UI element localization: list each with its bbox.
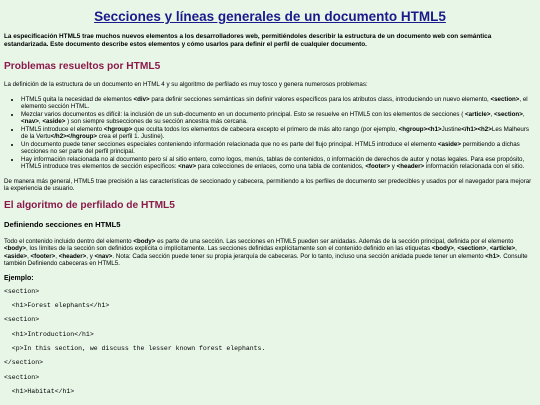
section-heading-problems: Problemas resueltos por HTML5 bbox=[4, 61, 161, 72]
subheading-defining-sections: Definiendo secciones en HTML5 bbox=[4, 219, 121, 229]
page-title-link[interactable]: Secciones y líneas generales de un documento HTML5 bbox=[94, 9, 446, 24]
list-item: • HTML5 quita la necesidad de elementos <div> para definir secciones semánticas sin definir valores específicos para los atributos class, introduciendo un nuevo elemento, <section>, el elemento sección HTML. bbox=[21, 96, 536, 111]
inline-code: <hgroup> bbox=[103, 125, 133, 133]
list-item: • Mezclar varios documentos es difícil: la inclusión de un sub-documento en un documento principal. Esto se resuelve en HTML5 con los elementos de secciones ( <article>, <section>, <nav>, <aside> ) son siempre subsecciones de su sección ancestra más cercana. bbox=[21, 111, 536, 126]
inline-code: <aside> bbox=[4, 252, 28, 260]
inline-code: <body> bbox=[431, 245, 454, 252]
code-line: <section> bbox=[4, 287, 40, 295]
inline-code: <body> bbox=[133, 237, 156, 245]
list-item: • Un documento puede tener secciones especiales conteniendo información relacionada que no es parte del flujo principal. HTML5 introduce el elemento <aside> permitiendo a dichas secciones no ser parte del perfil principal. bbox=[21, 141, 536, 156]
inline-code: <h1> bbox=[485, 252, 500, 260]
inline-code: <article> bbox=[465, 110, 491, 118]
code-line: <h1>Forest elephants</h1> bbox=[4, 301, 110, 309]
inline-code: <article> bbox=[489, 245, 516, 252]
inline-code: <div> bbox=[133, 95, 150, 103]
inline-code: <body> bbox=[4, 245, 27, 252]
code-line: <p>In this section, we discuss the lesser known forest elephants. bbox=[4, 345, 266, 353]
inline-code: <section> bbox=[490, 95, 520, 103]
inline-code: <nav> bbox=[21, 118, 39, 125]
list-item: • HTML5 introduce el elemento <hgroup> que oculta todos los elementos de cabecera excepto el primero de más alto rango (por ejemplo, <hgroup><h1>Justine</h1><h2>Les Malheurs de la Vertu</h2></hgroup> crea el perfil 1. Justine). bbox=[21, 126, 536, 141]
problems-intro-paragraph: La definición de la estructura de un documento en HTML 4 y su algoritmo de perfilado es muy tosco y genera numerosos problemas: bbox=[4, 81, 368, 88]
inline-code: </h2></hgroup> bbox=[50, 133, 98, 140]
inline-code: <nav> bbox=[178, 163, 197, 170]
problems-summary-paragraph: De manera más general, HTML5 trae precisión a las características de seccionado y cabecera, permitiendo a los perfiles de documento ser predecibles y usados por el navegador para mejorar la experiencia de usuario. bbox=[4, 177, 532, 192]
code-line: <section> bbox=[4, 316, 40, 324]
inline-code: <section> bbox=[457, 245, 487, 252]
example-label: Ejemplo: bbox=[4, 274, 34, 282]
inline-code: <footer> bbox=[30, 252, 56, 260]
inline-code: <aside> bbox=[437, 140, 461, 148]
defining-sections-paragraph: Todo el contenido incluido dentro del elemento <body> es parte de una sección. Las secciones en HTML5 pueden ser anidadas. Además de la sección principal, definida por el elemento <body>, los límites de la sección son definidos explícita o implícitamente. Las secciones definidas explícitamente son el contenido definido en las etiquetas <body>, <section>, <article>, <aside>, <footer>, <header>, y <nav>. Nota: Cada sección puede tener su propia jerarquía de cabeceras. Por lo tanto, incluso una sección anidada puede tener un elemento <h1>. Consulte también Definiendo cabeceras en HTML5. bbox=[4, 237, 528, 267]
inline-code: <aside> bbox=[42, 118, 66, 125]
code-line: <h1>Habitat</h1> bbox=[4, 388, 75, 396]
inline-code: <section> bbox=[493, 110, 523, 118]
inline-code: <hgroup><h1> bbox=[398, 125, 442, 133]
list-item: • Hay información relacionada no al documento pero sí al sitio entero, como logos, menús, tablas de contenidos, o información de derechos de autor y notas legales. Para ese propósito, HTML5 introduce tres elementos de sección específicos: <nav> para colecciones de enlaces, como una tabla de contenidos, <footer> y <header> información relacionada con el sitio. bbox=[21, 156, 536, 171]
inline-code: <header> bbox=[396, 163, 425, 170]
problems-list bbox=[4, 96, 536, 171]
inline-code: <footer> bbox=[365, 163, 391, 170]
inline-code: <header> bbox=[58, 252, 87, 260]
intro-paragraph: La especificación HTML5 trae muchos nuevos elementos a los desarrolladores web, permitiéndoles describir la estructura de un documento web con semántica estandarizada. Este documento describe estos elementos y cómo usarlos para definir el perfil de cualquier documento. bbox=[4, 33, 492, 48]
inline-code: </h1><h2> bbox=[461, 125, 492, 133]
inline-code: <nav> bbox=[94, 252, 113, 260]
code-line: <section> bbox=[4, 373, 40, 381]
code-line: </section> bbox=[4, 359, 44, 367]
code-example bbox=[4, 288, 536, 396]
code-line: <h1>Introduction</h1> bbox=[4, 330, 94, 338]
section-heading-outline-algorithm: El algoritmo de perfilado de HTML5 bbox=[4, 199, 175, 211]
